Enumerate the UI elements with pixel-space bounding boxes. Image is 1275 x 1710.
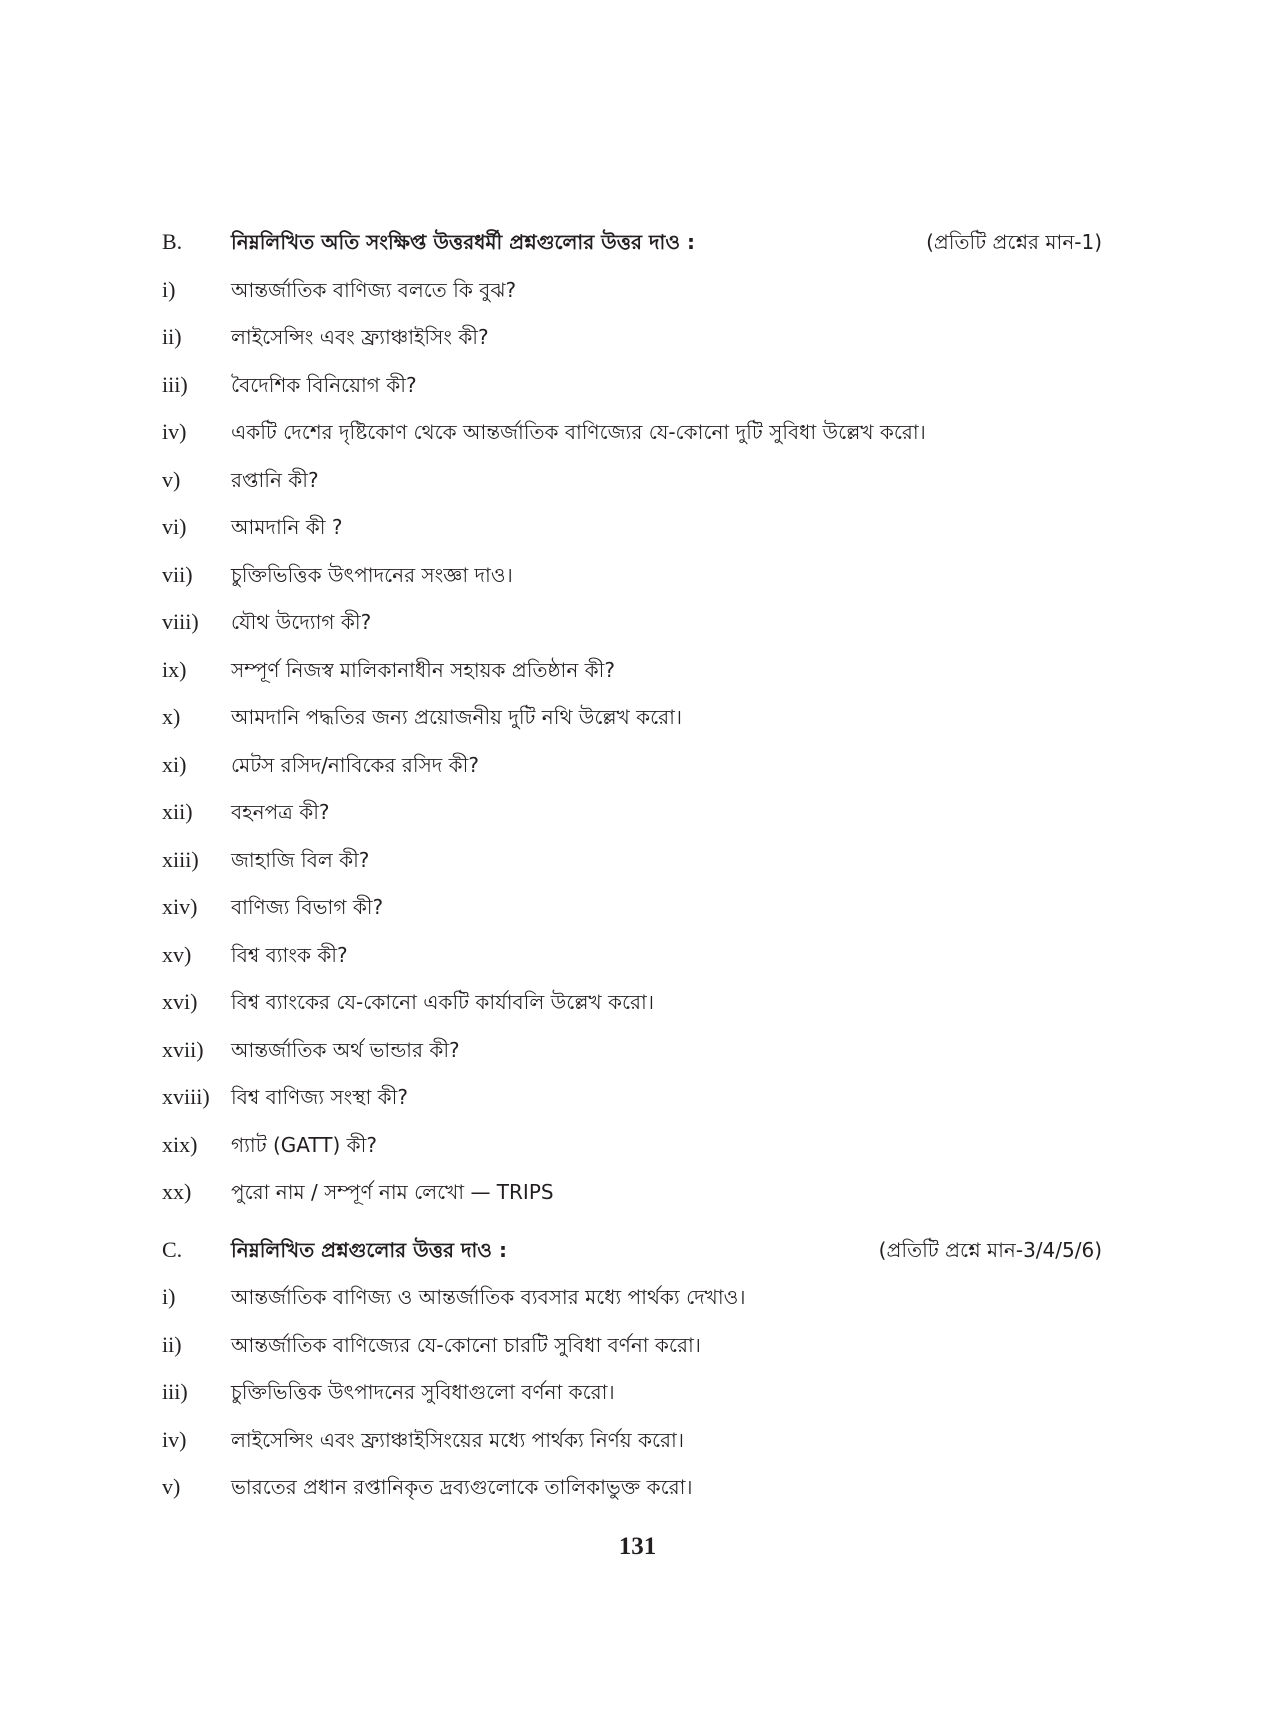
question-number: iii) xyxy=(162,1379,188,1404)
question-number: x) xyxy=(162,704,181,729)
question-text: আন্তর্জাতিক অর্থ ভান্ডার কী? xyxy=(231,1037,460,1062)
question-text: জাহাজি বিল কী? xyxy=(231,847,370,872)
question-number: xi) xyxy=(162,751,187,777)
question-number: xvi) xyxy=(162,989,198,1014)
question-number: vi) xyxy=(162,514,187,539)
question-number: xvii) xyxy=(162,1036,204,1062)
question-text: আমদানি কী ? xyxy=(231,515,343,539)
question-number: ix) xyxy=(162,656,187,682)
question-list-b xyxy=(162,266,1102,1216)
question-item xyxy=(162,1121,1102,1169)
question-number: iv) xyxy=(162,419,187,444)
question-number: iv) xyxy=(162,1426,187,1452)
question-number: ii) xyxy=(162,324,182,349)
question-number: xv) xyxy=(162,941,192,967)
question-number: viii) xyxy=(162,609,199,634)
section-gap xyxy=(162,1216,1102,1226)
question-item xyxy=(162,456,1102,504)
section-marks: (প্রতিটি প্রশ্নে মান-3/4/5/6) xyxy=(878,1237,1102,1262)
question-text: চুক্তিভিত্তিক উৎপাদনের সুবিধাগুলো বর্ণনা করো। xyxy=(231,1380,615,1404)
question-item xyxy=(162,788,1102,836)
question-item xyxy=(162,1416,1102,1464)
page-number: 131 xyxy=(618,1533,657,1560)
question-number: xviii) xyxy=(162,1084,210,1109)
question-item xyxy=(162,978,1102,1026)
question-text: বিশ্ব ব্যাংকের যে-কোনো একটি কার্যাবলি উল্লেখ করো। xyxy=(231,990,654,1014)
question-item xyxy=(162,693,1102,741)
question-item xyxy=(162,741,1102,789)
section-b xyxy=(162,218,1102,1216)
section-heading: নিম্নলিখিত অতি সংক্ষিপ্ত উত্তরধর্মী প্রশ্নগুলোর উত্তর দাও : xyxy=(231,230,695,254)
section-c xyxy=(162,1226,1102,1511)
question-list-c xyxy=(162,1273,1102,1511)
question-number: v) xyxy=(162,466,181,492)
question-number: ii) xyxy=(162,1331,182,1357)
question-item xyxy=(162,1273,1102,1321)
question-text: আমদানি পদ্ধতির জন্য প্রয়োজনীয় দুটি নথি উল্লেখ করো। xyxy=(231,705,683,729)
question-item xyxy=(162,551,1102,599)
question-item xyxy=(162,361,1102,409)
question-item xyxy=(162,1026,1102,1074)
question-number: xiv) xyxy=(162,894,198,919)
question-text: রপ্তানি কী? xyxy=(231,467,319,492)
section-c-header xyxy=(162,1226,1102,1274)
question-item xyxy=(162,266,1102,314)
question-item xyxy=(162,1321,1102,1369)
question-text: গ্যাট (GATT) কী? xyxy=(231,1132,377,1157)
question-number: iii) xyxy=(162,371,188,397)
section-label: C. xyxy=(162,1236,183,1262)
question-text: আন্তর্জাতিক বাণিজ্যের যে-কোনো চারটি সুবিধা বর্ণনা করো। xyxy=(231,1332,701,1357)
question-item xyxy=(162,883,1102,931)
question-number: xx) xyxy=(162,1179,192,1204)
question-text: আন্তর্জাতিক বাণিজ্য ও আন্তর্জাতিক ব্যবসার মধ্যে পার্থক্য দেখাও। xyxy=(231,1285,746,1309)
question-number: i) xyxy=(162,276,176,302)
question-text: ভারতের প্রধান রপ্তানিকৃত দ্রব্যগুলোকে তালিকাভুক্ত করো। xyxy=(231,1475,693,1499)
question-item xyxy=(162,931,1102,979)
section-label: B. xyxy=(162,229,183,254)
question-item xyxy=(162,503,1102,551)
question-text: লাইসেন্সিং এবং ফ্র্যাঞ্চাইসিং কী? xyxy=(231,325,489,349)
question-text: সম্পূর্ণ নিজস্ব মালিকানাধীন সহায়ক প্রতিষ্ঠান কী? xyxy=(231,657,615,682)
question-text: যৌথ উদ্যোগ কী? xyxy=(231,610,372,634)
question-item xyxy=(162,836,1102,884)
question-text: বিশ্ব ব্যাংক কী? xyxy=(231,942,348,967)
question-item xyxy=(162,598,1102,646)
question-text: বিশ্ব বাণিজ্য সংস্থা কী? xyxy=(231,1085,408,1109)
question-text: মেটস রসিদ/নাবিকের রসিদ কী? xyxy=(231,752,479,777)
question-number: xix) xyxy=(162,1131,198,1157)
page-content xyxy=(162,218,1102,1511)
section-heading: নিম্নলিখিত প্রশ্নগুলোর উত্তর দাও : xyxy=(231,1237,507,1262)
question-item xyxy=(162,1368,1102,1416)
question-item xyxy=(162,313,1102,361)
question-text: বৈদেশিক বিনিয়োগ কী? xyxy=(231,372,417,397)
question-number: i) xyxy=(162,1284,176,1309)
question-item xyxy=(162,1168,1102,1216)
question-item xyxy=(162,1073,1102,1121)
section-b-header xyxy=(162,218,1102,266)
question-text: বাণিজ্য বিভাগ কী? xyxy=(231,895,384,919)
question-number: vii) xyxy=(162,561,193,587)
question-number: v) xyxy=(162,1474,181,1499)
question-item xyxy=(162,646,1102,694)
question-text: পুরো নাম / সম্পূর্ণ নাম লেখো — TRIPS xyxy=(231,1180,554,1204)
question-text: আন্তর্জাতিক বাণিজ্য বলতে কি বুঝ? xyxy=(231,277,517,302)
question-text: লাইসেন্সিং এবং ফ্র্যাঞ্চাইসিংয়ের মধ্যে পার্থক্য নির্ণয় করো। xyxy=(231,1427,684,1452)
question-text: চুক্তিভিত্তিক উৎপাদনের সংজ্ঞা দাও। xyxy=(231,562,513,587)
section-marks: (প্রতিটি প্রশ্নের মান-1) xyxy=(926,230,1102,254)
question-item xyxy=(162,1463,1102,1511)
question-text: একটি দেশের দৃষ্টিকোণ থেকে আন্তর্জাতিক বাণিজ্যের যে-কোনো দুটি সুবিধা উল্লেখ করো। xyxy=(231,420,926,444)
question-item xyxy=(162,408,1102,456)
question-number: xiii) xyxy=(162,846,199,872)
question-number: xii) xyxy=(162,799,193,824)
question-text: বহনপত্র কী? xyxy=(231,800,330,824)
